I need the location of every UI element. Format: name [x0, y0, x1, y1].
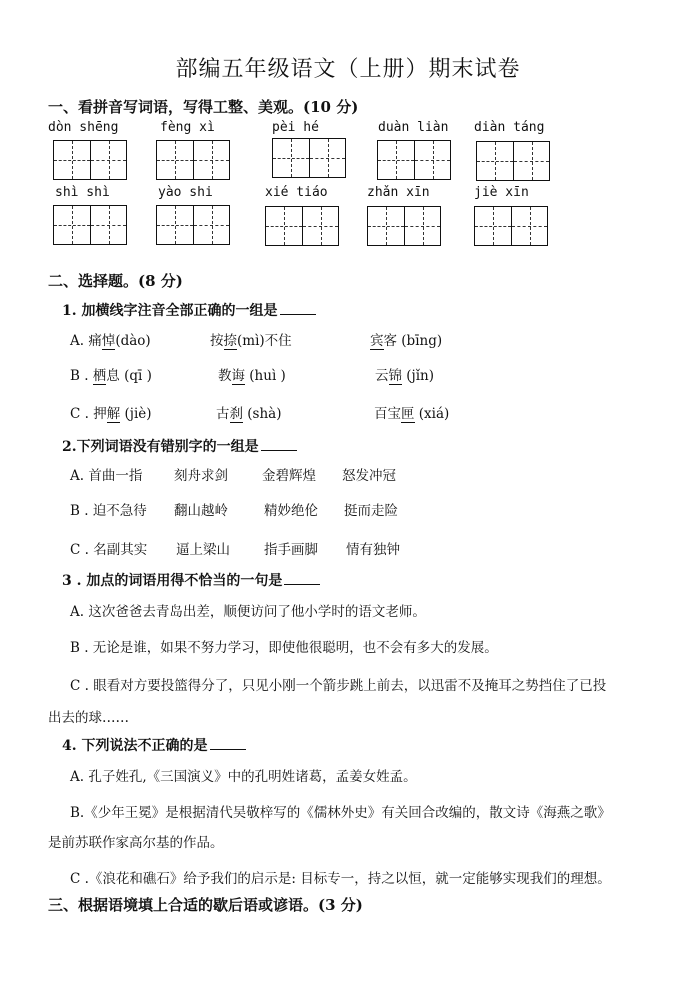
q1-option-a-3: 宾客 (bīng)	[370, 333, 443, 349]
q1-option-c-3: 百宝匣 (xiá)	[374, 406, 450, 422]
pinyin-3: pèi hé	[272, 120, 319, 135]
pinyin-8: xié tiáo	[265, 185, 328, 200]
q2-option-b-4: 挺而走险	[344, 503, 398, 519]
q1-option-c-2: 古刹 (shà)	[216, 406, 282, 422]
writing-grid[interactable]	[156, 140, 230, 180]
q2-option-a-4: 怒发冲冠	[342, 468, 396, 484]
q1-option-b: B . 栖息 (qī )	[70, 368, 152, 384]
q1-option-b-2: 教诲 (huì )	[218, 368, 286, 384]
pinyin-1: dòn shēng	[48, 120, 119, 135]
q4-option-b: B.《少年王冕》是根据清代吴敬梓写的《儒林外史》有关回合改编的，散文诗《海燕之歌》	[70, 805, 611, 821]
pinyin-9: zhǎn xīn	[367, 185, 430, 200]
q1-option-a: A. 痛悼(dào)	[70, 333, 151, 349]
pinyin-10: jiè xīn	[474, 185, 529, 200]
writing-grid[interactable]	[474, 206, 548, 246]
question-1: 1. 加横线字注音全部正确的一组是	[62, 300, 316, 320]
writing-grid[interactable]	[367, 206, 441, 246]
q1-option-b-3: 云锦 (jǐn)	[375, 368, 435, 384]
writing-grid[interactable]	[53, 140, 127, 180]
writing-grid[interactable]	[53, 205, 127, 245]
q2-option-b-3: 精妙绝伦	[264, 503, 318, 519]
writing-grid[interactable]	[265, 206, 339, 246]
pinyin-7: yào shi	[158, 185, 213, 200]
writing-grid[interactable]	[377, 140, 451, 180]
pinyin-5: diàn táng	[474, 120, 545, 135]
section3-heading: 三、根据语境填上合适的歇后语或谚语。(3 分)	[48, 896, 363, 914]
question-2: 2.下列词语没有错别字的一组是	[62, 436, 297, 456]
q3-option-b: B . 无论是谁，如果不努力学习，即使他很聪明，也不会有多大的发展。	[70, 640, 498, 656]
writing-grid[interactable]	[476, 141, 550, 181]
pinyin-2: fèng xì	[160, 120, 215, 135]
q2-option-a-3: 金碧辉煌	[262, 468, 316, 484]
question-4: 4. 下列说法不正确的是	[62, 735, 246, 755]
page-title: 部编五年级语文（上册）期末试卷	[175, 57, 521, 82]
writing-grid[interactable]	[272, 138, 346, 178]
q2-option-a-2: 刻舟求剑	[174, 468, 228, 484]
q1-option-a-2: 按捺(mì)不住	[210, 333, 292, 349]
q1-option-c: C . 押解 (jiè)	[70, 406, 152, 422]
q2-option-a-1: A. 首曲一指	[70, 468, 143, 484]
section2-heading: 二、选择题。(8 分)	[48, 272, 183, 290]
question-3: 3 . 加点的词语用得不恰当的一句是	[62, 570, 320, 590]
pinyin-6: shì shì	[55, 185, 110, 200]
q3-option-a: A. 这次爸爸去青岛出差，顺便访问了他小学时的语文老师。	[70, 604, 426, 620]
section1-heading: 一、看拼音写词语，写得工整、美观。(10 分)	[48, 98, 359, 116]
q3-option-c-cont: 出去的球……	[48, 710, 129, 726]
q2-option-c-1: C . 名副其实	[70, 542, 148, 558]
writing-grid[interactable]	[156, 205, 230, 245]
q3-option-c: C . 眼看对方要投篮得分了，只见小刚一个箭步跳上前去，以迅雷不及掩耳之势挡住了已投	[70, 678, 607, 694]
q2-option-b-2: 翻山越岭	[174, 503, 228, 519]
q4-option-c: C .《浪花和礁石》给予我们的启示是: 目标专一，持之以恒，就一定能够实现我们的理想。	[70, 871, 611, 887]
q2-option-c-3: 指手画脚	[264, 542, 318, 558]
q2-option-b-1: B . 迫不急待	[70, 503, 147, 519]
q4-option-b-cont: 是前苏联作家高尔基的作品。	[48, 835, 224, 851]
q4-option-a: A. 孔子姓孔,《三国演义》中的孔明姓诸葛，孟姜女姓孟。	[70, 769, 417, 785]
q2-option-c-2: 逼上梁山	[176, 542, 230, 558]
q2-option-c-4: 情有独钟	[346, 542, 400, 558]
pinyin-4: duàn liàn	[378, 120, 449, 135]
